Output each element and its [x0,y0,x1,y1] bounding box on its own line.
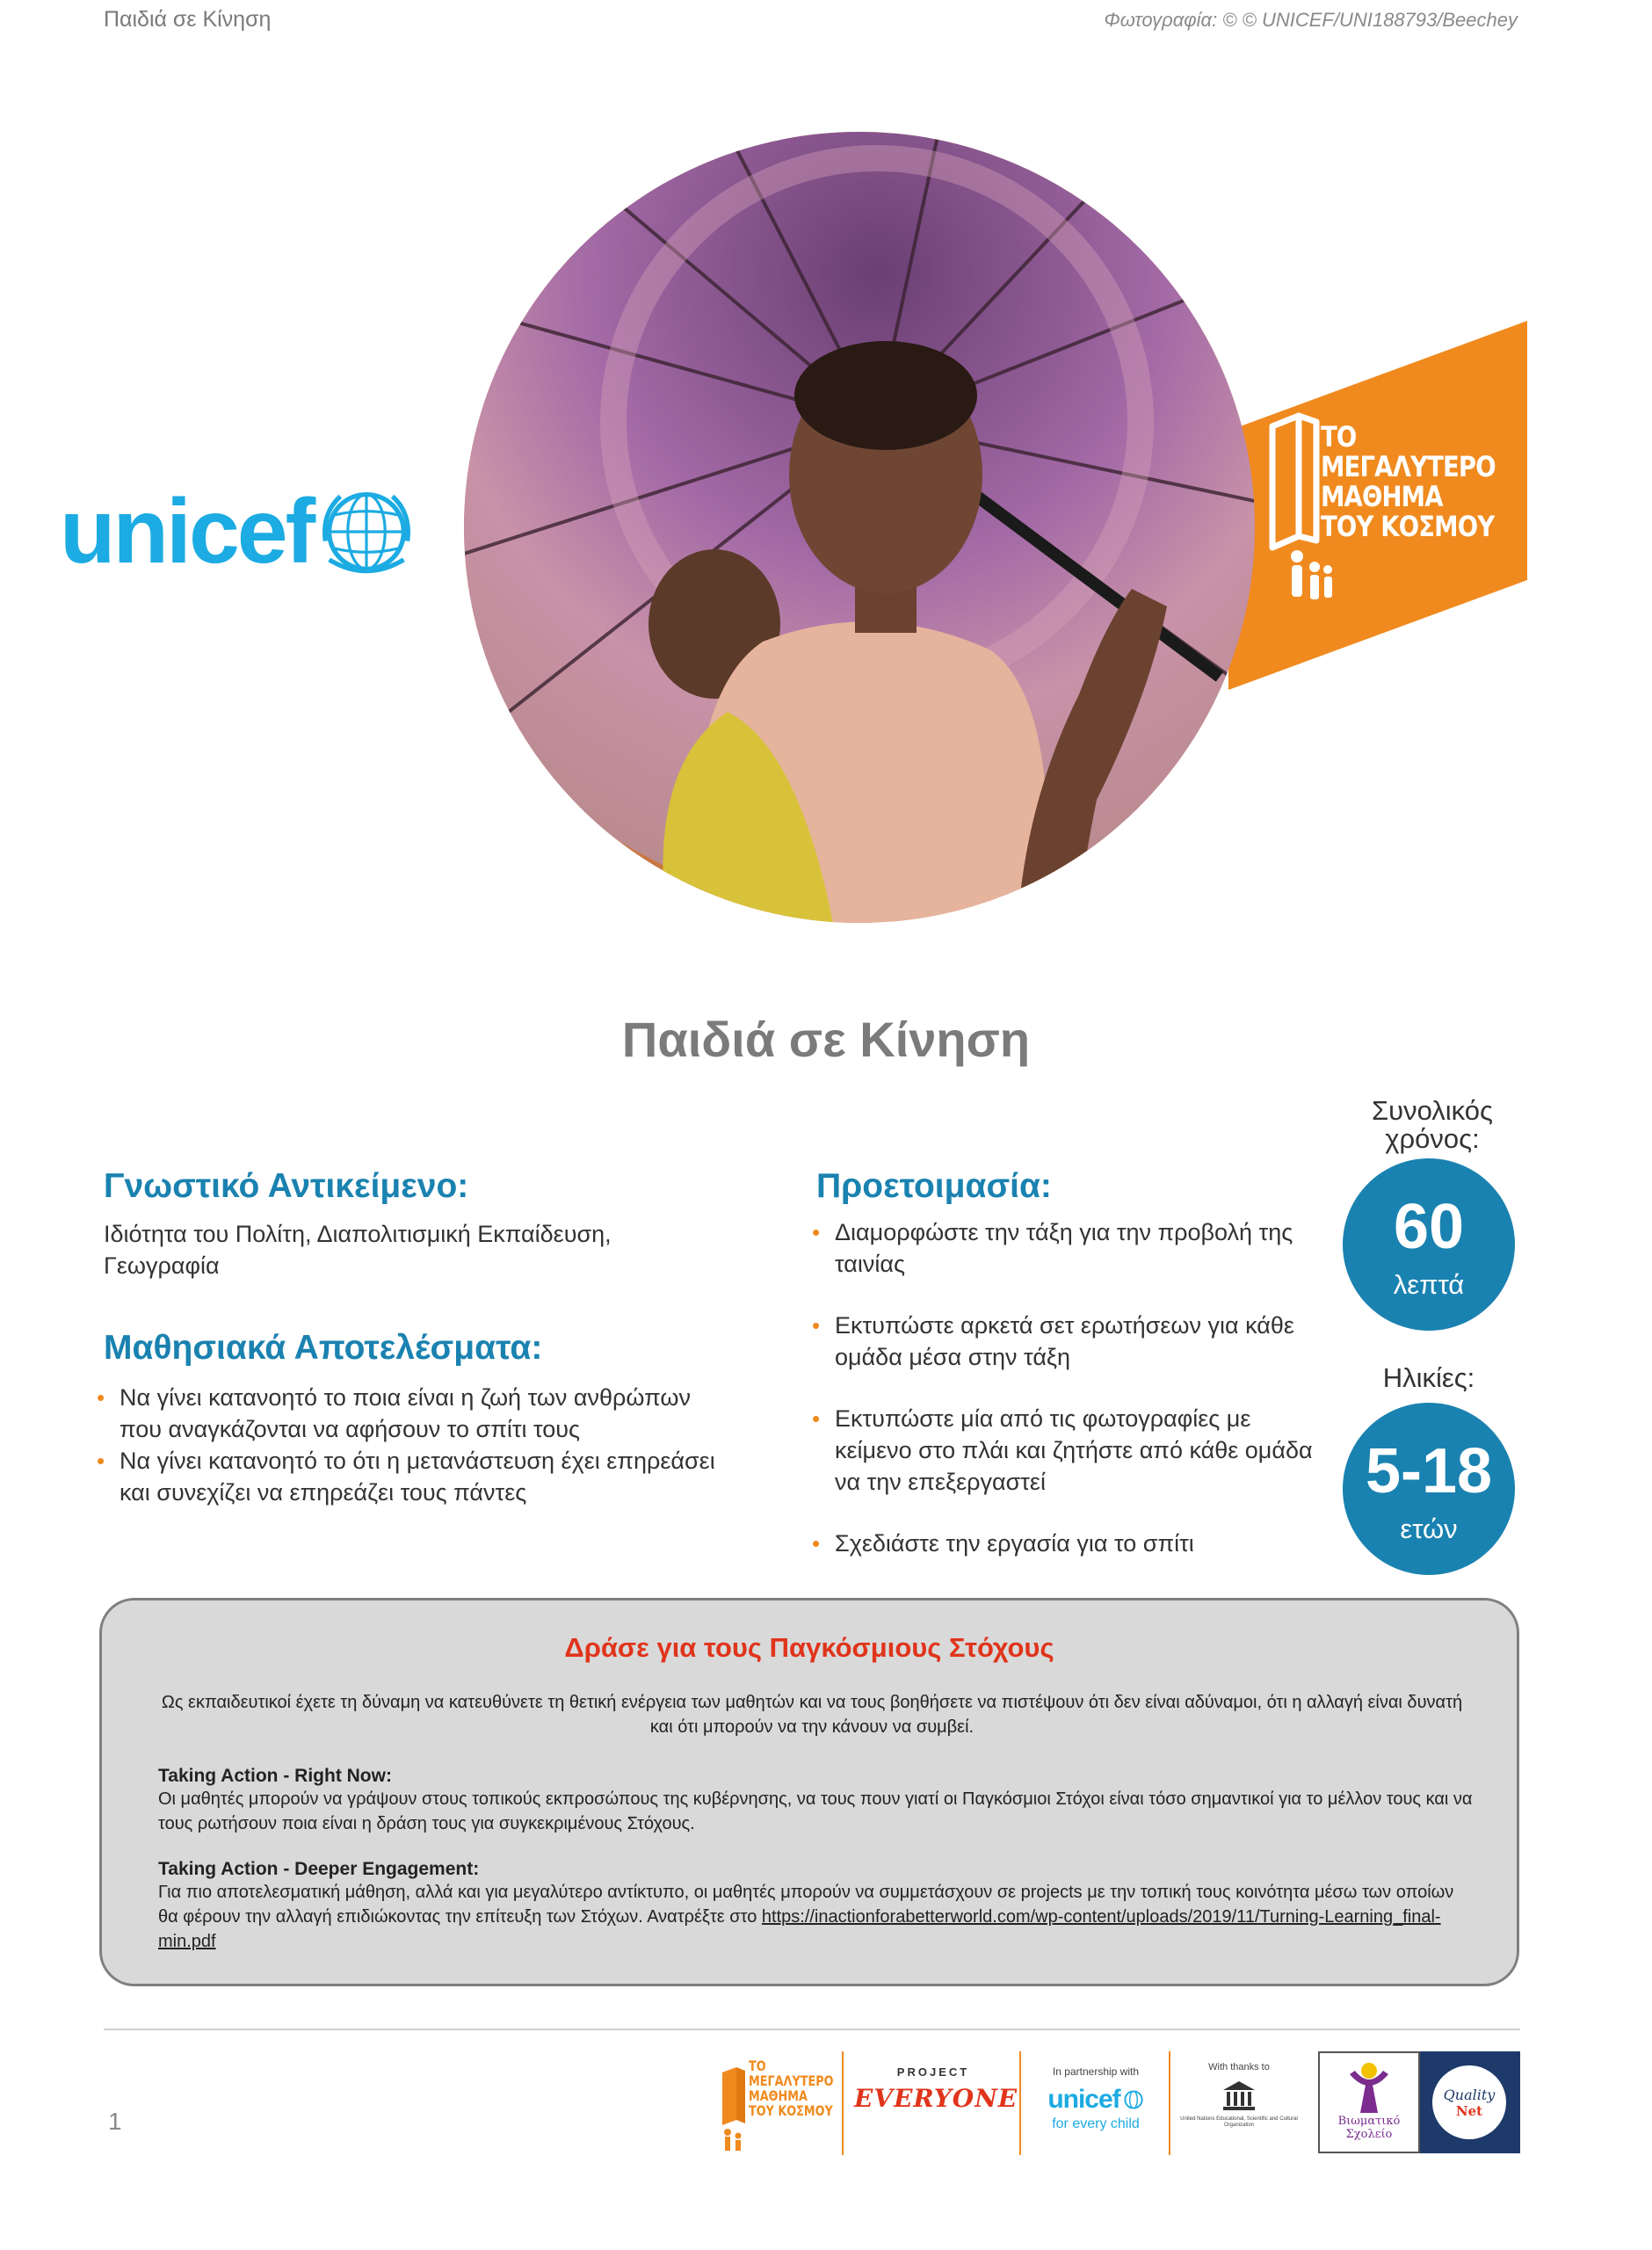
outcomes-heading: Μαθησιακά Αποτελέσματα: [104,1329,543,1367]
list-item: • Εκτυπώστε μία από τις φωτογραφίες με κείμενο στο πλάι και ζητήστε από κάθε ομάδα να την επεξεργαστεί [812,1403,1313,1498]
ages-unit: ετών [1400,1513,1458,1544]
action-intro: Ως εκπαιδευτικοί έχετε τη δύναμη να κατευθύνετε τη θετική ενέργεια των μαθητών και να τους βοηθήσετε να πιστέψουν ότι δεν είναι αδύναμοι, ότι η αλλαγή είναι δυνατή και ότι μπορούν να την κάνουν να συμβεί. [161,1693,1463,1737]
unicef-emblem-icon [1123,2089,1144,2110]
time-unit: λεπτά [1393,1269,1465,1300]
preparation-heading: Προετοιμασία: [816,1167,1052,1205]
preparation-list [812,1216,1313,1589]
biomatiko-logo: Βιωματικό Σχολείο [1318,2051,1420,2153]
time-value: 60 [1393,1192,1465,1262]
footer-divider [104,2029,1520,2030]
footer-separator [842,2051,844,2155]
ages-value: 5-18 [1365,1436,1493,1506]
subject-text: Ιδιότητα του Πολίτη, Διαπολιτισμική Εκπαίδευση, Γεωγραφία [104,1221,612,1279]
outcomes-list [97,1382,729,1508]
action-right-now [158,1766,1476,1836]
action-box [99,1598,1519,1986]
person-icon [1343,2058,1395,2115]
hero-photo [464,132,1255,923]
page-title: Παιδιά σε Κίνηση [621,1012,1031,1067]
resource-link[interactable]: https://inactionforabetterworld.com/wp-content/uploads/2019/11/Turning-Learning_final-min.pdf [158,1907,1441,1951]
deeper-heading: Taking Action - Deeper Engagement: [158,1859,480,1879]
unicef-emblem-icon [320,485,413,578]
list-item: • Διαμορφώστε την τάξη για την προβολή της ταινίας [812,1216,1313,1280]
project-everyone-logo: PROJECT EVERYONE [854,2065,1018,2113]
partner-unicef-logo: In partnership with unicef for every child [1030,2065,1162,2153]
footer-separator [1169,2051,1170,2155]
footer-separator [1019,2051,1021,2155]
unesco-logo: With thanks to United Nations Educational, Scientific and Cultural Organization [1180,2062,1298,2128]
list-item: • Να γίνει κατανοητό το ότι η μετανάστευση έχει επηρεάσει και συνεχίζει να επηρεάζει τους πάντες [97,1445,729,1508]
unicef-wordmark: unicef [60,481,314,583]
deeper-text: Για πιο αποτελεσματική μάθηση, αλλά και για μεγαλύτερο αντίκτυπο, οι μαθητές μπορούν να συμμετάσχουν σε projects με την τοπική τους κοινότητα μέσω των οποίων θα φέρουν την αλλαγή επιδιώκοντας την επίτευξη των Στόχων. Ανατρέξτε στο [158,1883,1454,1927]
action-deeper [158,1859,1476,1954]
page-number: 1 [108,2108,122,2135]
qualitynet-logo: Quality Net [1420,2051,1520,2153]
deeper-paragraph [158,1880,1476,1954]
time-badge [1343,1158,1515,1331]
right-now-text: Οι μαθητές μπορούν να γράψουν στους τοπικούς εκπροσώπους της κυβέρνησης, να τους πουν γιατί οι Παγκόσμιοι Στόχοι είναι τόσο σημαντικοί για το μέλλον τους και να τους ρωτήσουν ποια είναι η δράση τους για συγκεκριμένους Στόχους. [158,1789,1473,1833]
right-now-heading: Taking Action - Right Now: [158,1766,392,1786]
unicef-logo [60,475,420,589]
list-item: • Να γίνει κατανοητό το ποια είναι η ζωή των ανθρώπων που αναγκάζονται να αφήσουν το σπίτι τους [97,1382,729,1445]
photo-credit: Φωτογραφία: © © UNICEF/UNI188793/Beechey [1104,9,1518,31]
time-label: Συνολικός χρόνος: [1372,1095,1493,1154]
banner-text: ΤΟ ΜΕΓΑΛΥΤΕΡΟ ΜΑΘΗΜΑ ΤΟΥ ΚΟΣΜΟΥ [1321,420,1496,543]
running-title: Παιδιά σε Κίνηση [104,7,272,32]
subject-heading: Γνωστικό Αντικείμενο: [104,1167,469,1205]
list-item: • Σχεδιάστε την εργασία για το σπίτι [812,1528,1313,1559]
ages-badge [1343,1403,1515,1575]
footer-wlc-logo: ΤΟ ΜΕΓΑΛΥΤΕΡΟ ΜΑΘΗΜΑ ΤΟΥ ΚΟΣΜΟΥ [719,2053,833,2157]
action-title: Δράσε για τους Παγκόσμιους Στόχους [564,1632,1054,1663]
ages-label: Ηλικίες: [1382,1362,1475,1393]
list-item: • Εκτυπώστε αρκετά σετ ερωτήσεων για κάθε ομάδα μέσα στην τάξη [812,1310,1313,1373]
unesco-temple-icon [1221,2079,1257,2113]
